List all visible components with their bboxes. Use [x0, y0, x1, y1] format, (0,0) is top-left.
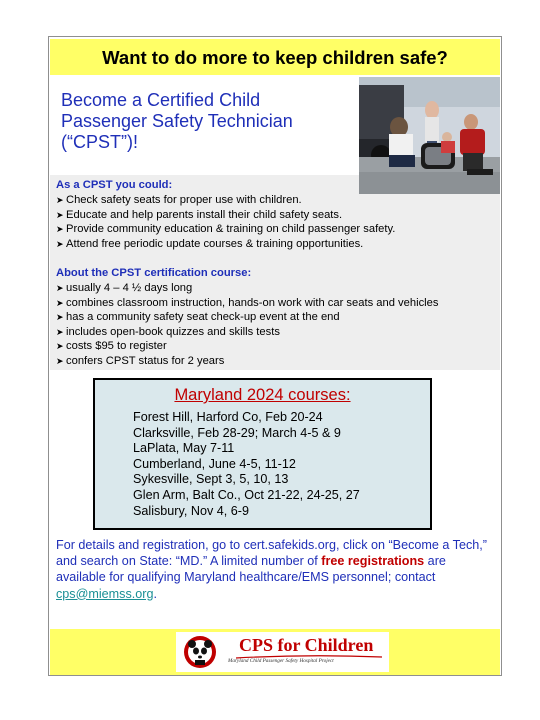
list-item: ➤ combines classroom instruction, hands-on work with car seats and vehicles [56, 296, 439, 309]
course-item: Glen Arm, Balt Co., Oct 21-22, 24-25, 27 [133, 487, 360, 502]
list-item: ➤ Check safety seats for proper use with children. [56, 194, 302, 206]
list-item: ➤ includes open-book quizzes and skills tests [56, 325, 280, 338]
list-item: ➤ costs $95 to register [56, 340, 167, 353]
course-item: Forest Hill, Harford Co, Feb 20-24 [133, 410, 323, 424]
arrow-bullet-icon: ➤ [56, 283, 64, 293]
title-line-1: Become a Certified Child [61, 90, 261, 110]
title-line-2: Passenger Safety Technician [61, 111, 293, 131]
list-item: ➤ Attend free periodic update courses & training opportunities. [56, 237, 364, 250]
course-item: Clarksville, Feb 28-29; March 4-5 & 9 [133, 425, 341, 440]
course-info-list [56, 281, 438, 369]
panda-mascot-icon [183, 635, 217, 669]
list-item: ➤ Educate and help parents install their child safety seats. [56, 208, 343, 221]
list-item: ➤ usually 4 – 4 ½ days long [56, 282, 193, 294]
contact-email-link[interactable]: cps@miemss.org [56, 586, 154, 601]
course-item: LaPlata, May 7-11 [133, 441, 235, 456]
arrow-bullet-icon: ➤ [56, 341, 64, 352]
flyer [48, 36, 502, 676]
registration-details: For details and registration, go to cert.safekids.org, click on “Become a Tech,” and search on State: “MD.” A limited number of free registrations are available for qualifying Maryland healthcare/EMS personnel; contact cps@miemss.org. [56, 538, 487, 601]
course-item: Cumberland, June 4-5, 11-12 [133, 456, 296, 471]
logo-tagline: Maryland Child Passenger Safety Hospital Project [228, 658, 334, 664]
bottom-banner [50, 629, 500, 675]
courses-list [133, 410, 360, 519]
arrow-bullet-icon: ➤ [56, 297, 64, 308]
arrow-bullet-icon: ➤ [56, 238, 64, 249]
training-photo [359, 77, 500, 194]
list-item: ➤ confers CPST status for 2 years [56, 354, 225, 367]
course-item: Sykesville, Sept 3, 5, 10, 13 [133, 472, 289, 487]
arrow-bullet-icon: ➤ [56, 355, 64, 366]
maryland-courses-box [93, 378, 432, 530]
arrow-bullet-icon: ➤ [56, 326, 64, 337]
cpst-could-list [56, 193, 395, 251]
logo-name: CPS for Children [239, 635, 374, 655]
list-item: ➤ has a community safety seat check-up event at the end [56, 311, 340, 324]
top-banner [50, 39, 500, 75]
cps-logo [176, 632, 389, 672]
list-item: ➤ Provide community education & training on child passenger safety. [56, 223, 396, 236]
courses-title: Maryland 2024 courses: [174, 386, 351, 404]
headline: Want to do more to keep children safe? [102, 47, 448, 68]
course-info-heading: About the CPST certification course: [56, 267, 252, 279]
arrow-bullet-icon: ➤ [56, 195, 64, 205]
cpst-could-heading: As a CPST you could: [56, 179, 173, 191]
arrow-bullet-icon: ➤ [56, 312, 64, 323]
title-line-3: (“CPST”)! [61, 132, 138, 152]
arrow-bullet-icon: ➤ [56, 209, 64, 220]
photo-people-car-seat-training-icon [359, 77, 500, 194]
course-item: Salisbury, Nov 4, 6-9 [133, 503, 249, 518]
page-title [61, 90, 351, 153]
arrow-bullet-icon: ➤ [56, 224, 64, 235]
free-registrations-text: free registrations [321, 554, 425, 569]
